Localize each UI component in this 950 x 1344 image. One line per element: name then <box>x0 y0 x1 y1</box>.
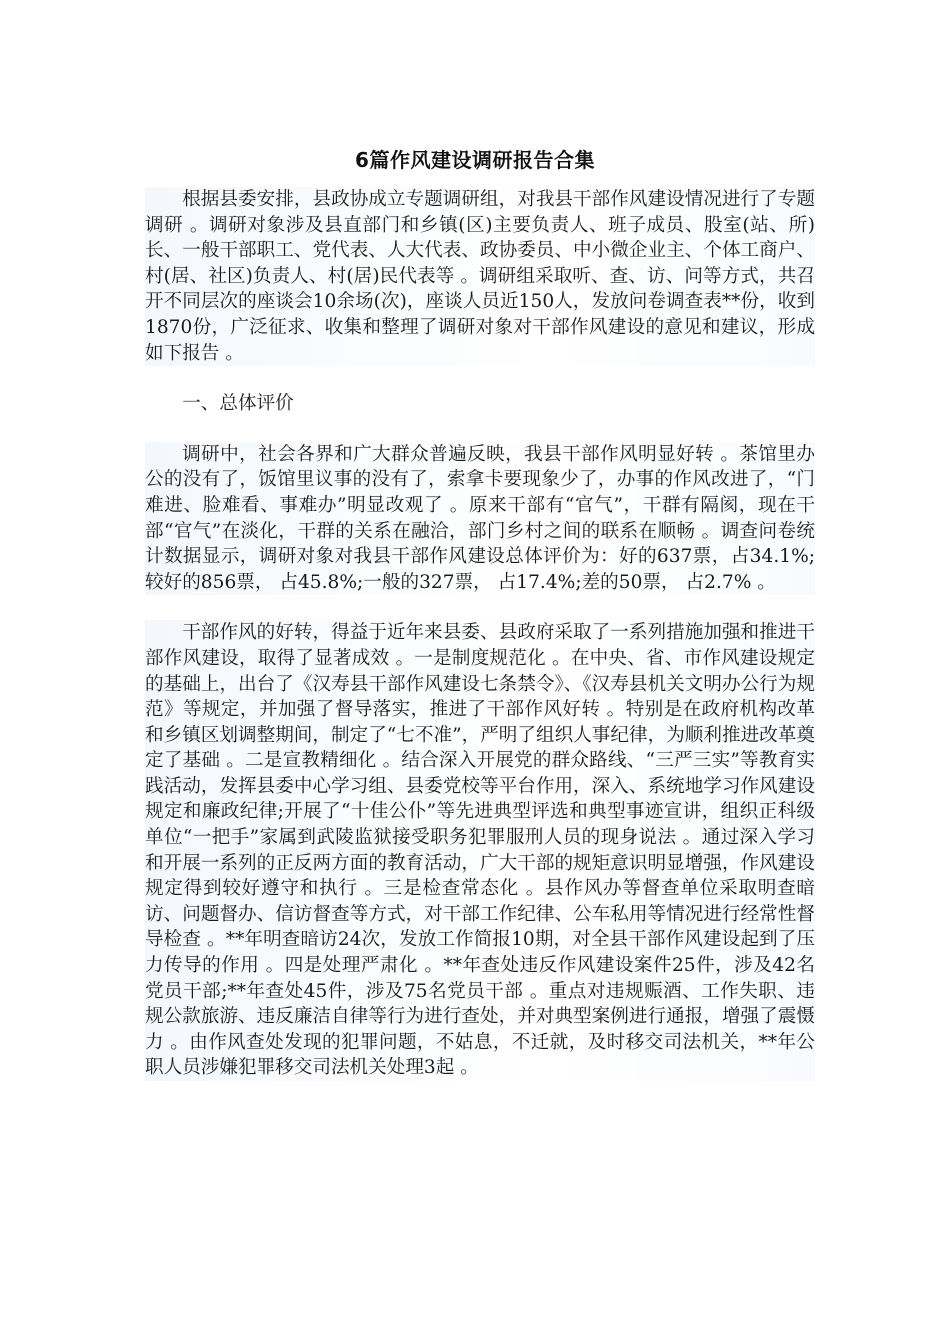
section-heading-overall-evaluation: 一、总体评价 <box>182 393 294 415</box>
document-title: 6篇作风建设调研报告合集 <box>355 148 595 172</box>
paragraph-survey-findings: 调研中，社会各界和广大群众普遍反映，我县干部作风明显好转 。茶馆里办公的没有了，饭馆里议事的没有了，索拿卡要现象少了，办事的作风改进了，“门难进、脸难看、事难办”明显改观了 。原来干部有“官气”，干群有隔阂，现在干部“官气”在淡化，干群的关系在融洽，部门乡村之间的联系在顺畅 。调查问卷统计数据显示，调研对象对我县干部作风建设总体评价为：好的637票，占34.1%;较好的856票， 占45.8%;一般的327票， 占17.4%;差的50票， 占2.7% 。 <box>145 442 815 596</box>
document-body <box>145 187 815 1106</box>
paragraph-intro: 根据县委安排，县政协成立专题调研组，对我县干部作风建设情况进行了专题调研 。调研对象涉及县直部门和乡镇(区)主要负责人、班子成员、股室(站、所)长、一般干部职工、党代表、人大代表、政协委员、中小微企业主、个体工商户、村(居、社区)负责人、村(居)民代表等 。调研组采取听、查、访、问等方式，共召开不同层次的座谈会10余场(次)，座谈人员近150人，发放问卷调查表**份，收到1870份，广泛征求、收集和整理了调研对象对干部作风建设的意见和建议，形成如下报告 。 <box>145 187 815 366</box>
paragraph-measures: 干部作风的好转，得益于近年来县委、县政府采取了一系列措施加强和推进干部作风建设，取得了显著成效 。一是制度规范化 。在中央、省、市作风建设规定的基础上，出台了《汉寿县干部作风建设七条禁令》、《汉寿县机关文明办公行为规范》等规定，并加强了督导落实，推进了干部作风好转 。特别是在政府机构改革和乡镇区划调整期间，制定了“七不准”，严明了组织人事纪律，为顺利推进改革奠定了基础 。二是宣教精细化 。结合深入开展党的群众路线、“三严三实”等教育实践活动，发挥县委中心学习组、县委党校等平台作用，深入、系统地学习作风建设规定和廉政纪律;开展了“十佳公仆”等先进典型评选和典型事迹宣讲，组织正科级单位“一把手”家属到武陵监狱接受职务犯罪服刑人员的现身说法 。通过深入学习和开展一系列的正反两方面的教育活动，广大干部的规矩意识明显增强，作风建设规定得到较好遵守和执行 。三是检查常态化 。县作风办等督查单位采取明查暗访、问题督办、信访督查等方式，对干部工作纪律、公车私用等情况进行经常性督导检查 。**年明查暗访24次，发放工作简报10期，对全县干部作风建设起到了压力传导的作用 。四是处理严肃化 。**年查处违反作风建设案件25件，涉及42名党员干部;**年查处45件，涉及75名党员干部 。重点对违规赈酒、工作失职、违规公款旅游、违反廉洁自律等行为进行查处，并对典型案例进行通报，增强了震慑力 。由作风查处发现的犯罪问题，不姑息，不迁就，及时移交司法机关，**年公职人员涉嫌犯罪移交司法机关处理3起 。 <box>145 620 815 1081</box>
